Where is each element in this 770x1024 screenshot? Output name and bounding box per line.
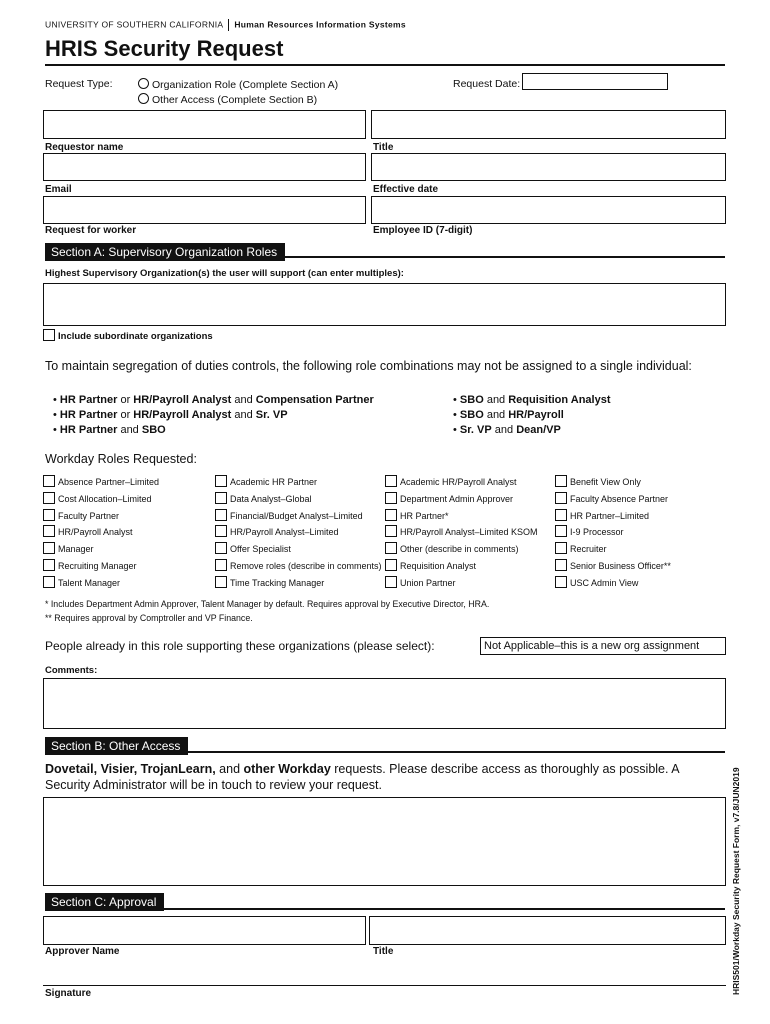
role-checkbox[interactable] <box>43 492 55 504</box>
text-run: HR Partner <box>59 424 118 436</box>
role-checkbox[interactable] <box>215 475 227 487</box>
role-label: HR/Payroll Analyst <box>58 527 133 538</box>
role-option[interactable] <box>43 509 119 521</box>
role-option[interactable] <box>215 576 324 588</box>
request-for-worker-input[interactable] <box>43 196 366 224</box>
role-checkbox[interactable] <box>385 525 397 537</box>
bullet-dot: • <box>453 424 460 436</box>
role-label: Faculty Partner <box>58 510 120 521</box>
bullet-item <box>53 393 433 408</box>
role-label: Cost Allocation–Limited <box>58 493 152 504</box>
radio-org-role[interactable] <box>138 78 149 89</box>
text-run: or <box>117 409 134 421</box>
role-option[interactable] <box>43 492 152 504</box>
role-option[interactable] <box>43 475 159 487</box>
title-rule <box>45 64 725 66</box>
text-run: and <box>231 394 256 406</box>
email-label: Email <box>45 184 72 195</box>
role-option[interactable] <box>385 492 513 504</box>
text-run: Requisition Analyst <box>508 394 611 406</box>
role-option[interactable] <box>555 509 649 521</box>
role-label: Time Tracking Manager <box>230 577 325 588</box>
requestor-name-label: Requestor name <box>45 142 124 153</box>
role-option[interactable] <box>555 576 638 588</box>
text-run: Dean/VP <box>516 424 561 436</box>
footnote-2: ** Requires approval by Comptroller and VP Finance. <box>45 613 253 623</box>
section-c-heading: Section C: Approval <box>45 893 164 911</box>
role-option[interactable] <box>385 509 449 521</box>
include-subordinate-checkbox[interactable] <box>43 329 55 341</box>
bullets-right <box>453 393 723 438</box>
role-option[interactable] <box>43 559 137 571</box>
role-checkbox[interactable] <box>215 542 227 554</box>
department-name: Human Resources Information Systems <box>234 19 406 30</box>
role-label: Department Admin Approver <box>400 493 514 504</box>
text-run: Dovetail, Visier, TrojanLearn, <box>45 762 216 776</box>
role-option[interactable] <box>555 559 671 571</box>
role-checkbox[interactable] <box>43 542 55 554</box>
role-option[interactable] <box>555 475 641 487</box>
include-subordinate-option[interactable]: Include subordinate organizations <box>43 329 213 342</box>
role-checkbox[interactable] <box>215 509 227 521</box>
section-a-heading: Section A: Supervisory Organization Roles <box>45 243 285 261</box>
role-label: Talent Manager <box>58 577 121 588</box>
text-run: SBO <box>141 424 166 436</box>
title-input[interactable] <box>371 110 726 139</box>
role-label: Absence Partner–Limited <box>58 477 160 487</box>
role-option[interactable] <box>385 525 538 537</box>
role-option[interactable] <box>555 542 607 554</box>
roles-heading: Workday Roles Requested: <box>45 452 197 466</box>
bullet-dot: • <box>53 424 60 436</box>
role-checkbox[interactable] <box>555 525 567 537</box>
role-checkbox[interactable] <box>43 525 55 537</box>
text-run: HR/Payroll Analyst <box>133 409 232 421</box>
role-checkbox[interactable] <box>385 509 397 521</box>
text-run: requests. Please describe access as thoroughly as possible. A Security Administrator will be in touch to review your request. <box>45 762 679 792</box>
bullets-left <box>53 393 433 438</box>
text-run: other Workday <box>243 762 331 776</box>
bullet-item <box>53 423 433 438</box>
role-label: Financial/Budget Analyst–Limited <box>230 510 363 521</box>
role-label: HR/Payroll Analyst–Limited <box>230 527 339 538</box>
role-checkbox[interactable] <box>385 559 397 571</box>
text-run: and <box>483 394 509 406</box>
signature-label: Signature <box>45 988 92 999</box>
role-option[interactable] <box>385 475 517 487</box>
option-other-access[interactable]: Other Access (Complete Section B) <box>138 93 317 106</box>
header-line <box>45 19 406 31</box>
role-checkbox[interactable] <box>215 576 227 588</box>
effective-date-input[interactable] <box>371 153 726 181</box>
radio-other-access[interactable] <box>138 93 149 104</box>
role-checkbox[interactable] <box>215 525 227 537</box>
role-label: Faculty Absence Partner <box>570 493 669 504</box>
role-label: Recruiter <box>570 544 607 555</box>
footnote-1: * Includes Department Admin Approver, Talent Manager by default. Requires approval by Executive Director, HRA. <box>45 599 490 609</box>
request-date-input[interactable] <box>522 73 668 90</box>
orgs-label: Highest Supervisory Organization(s) the user will support (can enter multiples): <box>45 268 404 279</box>
form-id: HRIS501/Workday Security Request Form, v7.8/JUN2019 <box>731 767 741 995</box>
other-access-input[interactable] <box>43 797 726 886</box>
text-run: and <box>491 424 517 436</box>
role-option[interactable] <box>385 559 476 571</box>
role-option[interactable] <box>385 576 456 588</box>
text-run: HR/Payroll Analyst <box>133 394 232 406</box>
text-run: HR Partner <box>59 394 118 406</box>
request-type-label: Request Type: <box>45 78 113 90</box>
bullet-dot: • <box>453 394 460 406</box>
approver-name-label: Approver Name <box>45 946 120 957</box>
role-label: Senior Business Officer** <box>570 561 671 571</box>
segregation-text: To maintain segregation of duties controls, the following role combinations may not be assigned to a single individual: <box>45 359 692 373</box>
text-run: and <box>117 424 142 436</box>
role-checkbox[interactable] <box>43 576 55 588</box>
text-run: HR/Payroll <box>508 409 564 421</box>
role-label: Benefit View Only <box>570 477 641 487</box>
email-input[interactable] <box>43 153 366 181</box>
text-run: and <box>231 409 256 421</box>
role-label: Requisition Analyst <box>400 561 477 571</box>
role-label: Academic HR Partner <box>230 477 318 487</box>
bullet-item <box>453 423 723 438</box>
role-option[interactable] <box>215 475 317 487</box>
role-checkbox[interactable] <box>555 475 567 487</box>
role-checkbox[interactable] <box>555 492 567 504</box>
page-title: HRIS Security Request <box>45 36 284 61</box>
role-label: Data Analyst–Global <box>230 493 312 504</box>
text-run: SBO <box>459 394 484 406</box>
bullet-item <box>453 408 723 423</box>
people-label: People already in this role supporting these organizations (please select): <box>45 639 435 653</box>
role-label: Other (describe in comments) <box>400 544 519 555</box>
approver-title-label: Title <box>373 946 394 957</box>
role-label: HR/Payroll Analyst–Limited KSOM <box>400 527 538 538</box>
role-checkbox[interactable] <box>385 542 397 554</box>
orgs-input[interactable] <box>43 283 726 326</box>
text-run: Compensation Partner <box>255 394 374 406</box>
role-option[interactable] <box>43 576 120 588</box>
employee-id-label: Employee ID (7-digit) <box>373 225 473 236</box>
option-org-role[interactable]: Organization Role (Complete Section A) <box>138 78 338 91</box>
bullet-dot: • <box>53 394 60 406</box>
role-label: Union Partner <box>400 577 456 588</box>
role-checkbox[interactable] <box>385 576 397 588</box>
bullet-item <box>453 393 723 408</box>
text-run: Sr. VP <box>459 424 492 436</box>
section-b-heading: Section B: Other Access <box>45 737 188 755</box>
role-option[interactable] <box>215 525 339 537</box>
requestor-name-input[interactable] <box>43 110 366 139</box>
role-checkbox[interactable] <box>555 576 567 588</box>
role-label: Offer Specialist <box>230 544 291 555</box>
role-label: Academic HR/Payroll Analyst <box>400 477 517 487</box>
bullet-dot: • <box>453 409 460 421</box>
request-date-label: Request Date: <box>453 78 521 90</box>
role-checkbox[interactable] <box>555 542 567 554</box>
text-run: HR Partner <box>59 409 118 421</box>
role-option[interactable] <box>215 509 363 521</box>
role-label: USC Admin View <box>570 577 639 588</box>
header-separator <box>228 19 229 31</box>
role-option[interactable] <box>215 492 312 504</box>
role-checkbox[interactable] <box>555 509 567 521</box>
role-checkbox[interactable] <box>43 509 55 521</box>
approver-title-input[interactable] <box>369 916 726 945</box>
role-checkbox[interactable] <box>43 475 55 487</box>
people-select[interactable]: Not Applicable–this is a new org assignment <box>480 637 726 655</box>
comments-label: Comments: <box>45 665 98 676</box>
section-b-description <box>45 761 725 793</box>
role-option[interactable] <box>43 542 94 554</box>
role-label: I-9 Processor <box>570 527 624 538</box>
employee-id-input[interactable] <box>371 196 726 224</box>
comments-input[interactable] <box>43 678 726 729</box>
role-checkbox[interactable] <box>555 559 567 571</box>
role-option[interactable] <box>555 492 668 504</box>
role-option[interactable] <box>215 559 382 571</box>
role-checkbox[interactable] <box>43 559 55 571</box>
role-option[interactable] <box>385 542 519 554</box>
role-label: Manager <box>58 544 94 555</box>
title-label: Title <box>373 142 394 153</box>
role-checkbox[interactable] <box>215 492 227 504</box>
text-run: SBO <box>459 409 484 421</box>
effective-date-label: Effective date <box>373 184 439 195</box>
request-for-worker-label: Request for worker <box>45 225 137 236</box>
text-run: or <box>117 394 134 406</box>
role-label: HR Partner* <box>400 510 449 521</box>
role-option[interactable] <box>43 525 133 537</box>
signature-line[interactable] <box>43 985 726 986</box>
university-name: UNIVERSITY OF SOUTHERN CALIFORNIA <box>45 19 224 30</box>
bullet-dot: • <box>53 409 60 421</box>
role-checkbox[interactable] <box>385 475 397 487</box>
role-label: Remove roles (describe in comments) <box>230 561 382 571</box>
approver-name-input[interactable] <box>43 916 366 945</box>
role-checkbox[interactable] <box>385 492 397 504</box>
text-run: Sr. VP <box>255 409 288 421</box>
role-label: HR Partner–Limited <box>570 510 650 521</box>
role-label: Recruiting Manager <box>58 561 137 571</box>
text-run: and <box>215 762 244 776</box>
role-checkbox[interactable] <box>215 559 227 571</box>
role-option[interactable] <box>215 542 291 554</box>
role-option[interactable] <box>555 525 624 537</box>
text-run: and <box>483 409 509 421</box>
bullet-item <box>53 408 433 423</box>
